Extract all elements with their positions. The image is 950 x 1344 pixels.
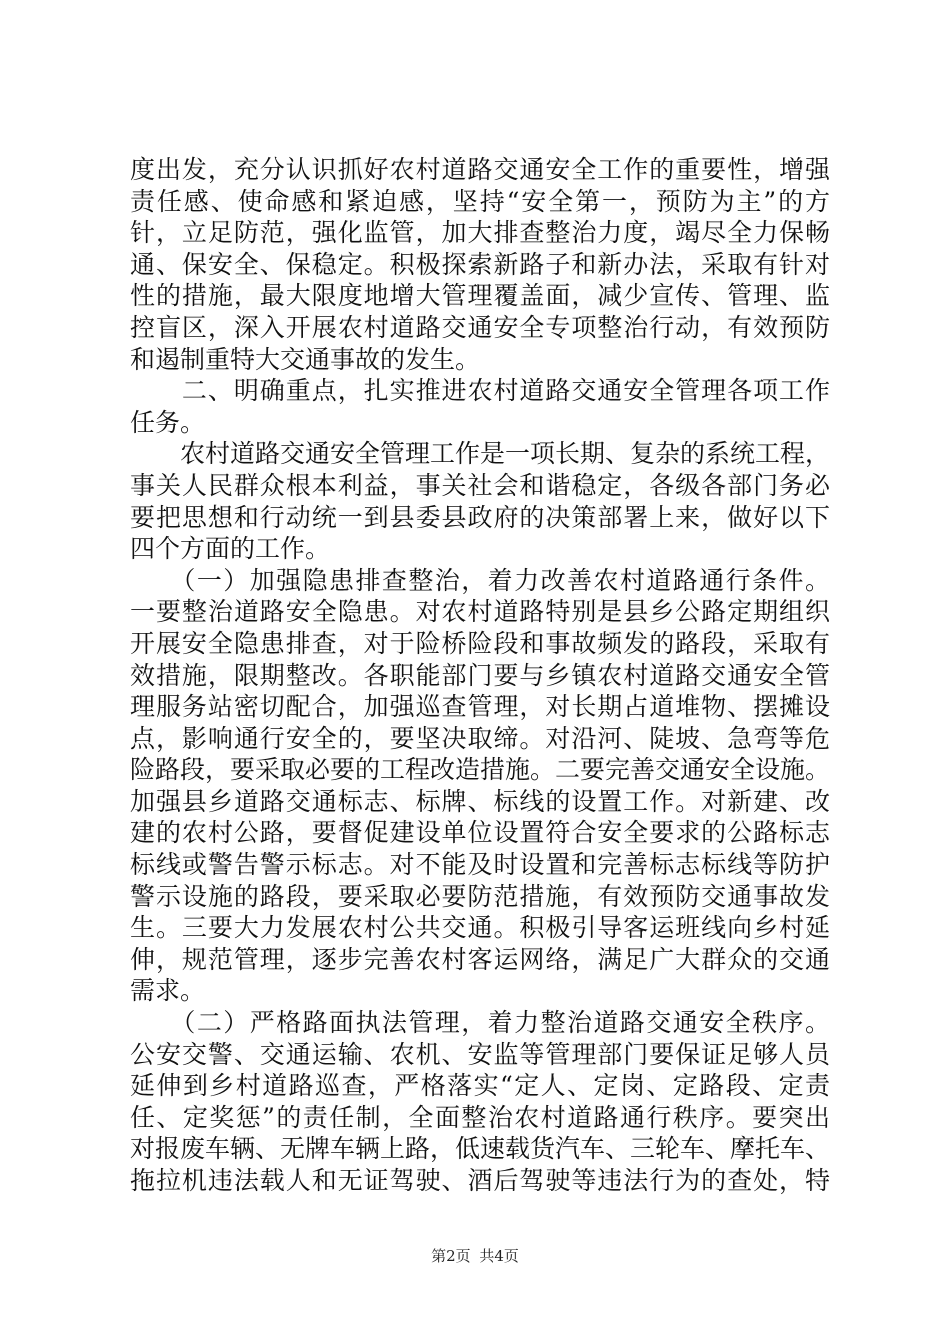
text-line: 任、定奖惩”的责任制，全面整治农村道路通行秩序。要突出	[130, 1102, 830, 1132]
text-line: 和遏制重特大交通事故的发生。	[130, 344, 481, 374]
text-line: 建的农村公路，要督促建设单位设置符合安全要求的公路标志	[130, 818, 830, 848]
text-line: 性的措施，最大限度地增大管理覆盖面，减少宣传、管理、监	[130, 281, 830, 311]
text-line: 理服务站密切配合，加强巡查管理，对长期占道堆物、摆摊设	[130, 692, 830, 722]
text-line: （二）严格路面执法管理，着力整治道路交通安全秩序。	[130, 1008, 830, 1038]
text-line: 要把思想和行动统一到县委县政府的决策部署上来，做好以下	[130, 502, 830, 532]
text-line: 四个方面的工作。	[130, 534, 331, 564]
text-line: 开展安全隐患排查，对于险桥险段和事故频发的路段，采取有	[130, 628, 830, 658]
text-line: 针，立足防范，强化监管，加大排查整治力度，竭尽全力保畅	[130, 218, 830, 248]
text-line: 延伸到乡村道路巡查，严格落实“定人、定岗、定路段、定责	[130, 1071, 830, 1101]
text-line: 加强县乡道路交通标志、标牌、标线的设置工作。对新建、改	[130, 786, 830, 816]
text-line: 农村道路交通安全管理工作是一项长期、复杂的系统工程，	[130, 439, 831, 469]
text-line: 一要整治道路安全隐患。对农村道路特别是县乡公路定期组织	[130, 597, 830, 627]
text-line: 拖拉机违法载人和无证驾驶、酒后驾驶等违法行为的查处，特	[130, 1166, 830, 1195]
text-line: （一）加强隐患排查整治，着力改善农村道路通行条件。	[130, 565, 830, 595]
text-line: 控盲区，深入开展农村道路交通安全专项整治行动，有效预防	[130, 312, 830, 342]
text-line: 任务。	[130, 407, 206, 437]
text-line: 生。三要大力发展农村公共交通。积极引导客运班线向乡村延	[130, 913, 830, 943]
text-line: 点，影响通行安全的，要坚决取缔。对沿河、陡坡、急弯等危	[130, 723, 830, 753]
text-line: 通、保安全、保稳定。积极探索新路子和新办法，采取有针对	[130, 249, 830, 279]
text-line: 需求。	[130, 976, 206, 1006]
page-total: 共4页	[479, 1247, 519, 1265]
text-line: 效措施，限期整改。各职能部门要与乡镇农村道路交通安全管	[130, 660, 830, 690]
text-line: 公安交警、交通运输、农机、安监等管理部门要保证足够人员	[130, 1039, 830, 1069]
text-line: 对报废车辆、无牌车辆上路，低速载货汽车、三轮车、摩托车、	[130, 1134, 831, 1164]
document-body	[130, 154, 830, 1197]
text-line: 二、明确重点，扎实推进农村道路交通安全管理各项工作	[130, 376, 830, 406]
text-line: 伸，规范管理，逐步完善农村客运网络，满足广大群众的交通	[130, 944, 830, 974]
page-number: 第2页	[431, 1247, 471, 1265]
text-line: 标线或警告警示标志。对不能及时设置和完善标志标线等防护	[130, 850, 830, 880]
text-line: 度出发，充分认识抓好农村道路交通安全工作的重要性，增强	[130, 155, 830, 184]
page-footer	[0, 1245, 950, 1266]
text-line: 险路段，要采取必要的工程改造措施。二要完善交通安全设施。	[130, 755, 831, 785]
text-line: 事关人民群众根本利益，事关社会和谐稳定，各级各部门务必	[130, 470, 830, 500]
text-line: 责任感、使命感和紧迫感，坚持“安全第一，预防为主”的方	[130, 186, 830, 216]
text-line: 警示设施的路段，要采取必要防范措施，有效预防交通事故发	[130, 881, 830, 911]
